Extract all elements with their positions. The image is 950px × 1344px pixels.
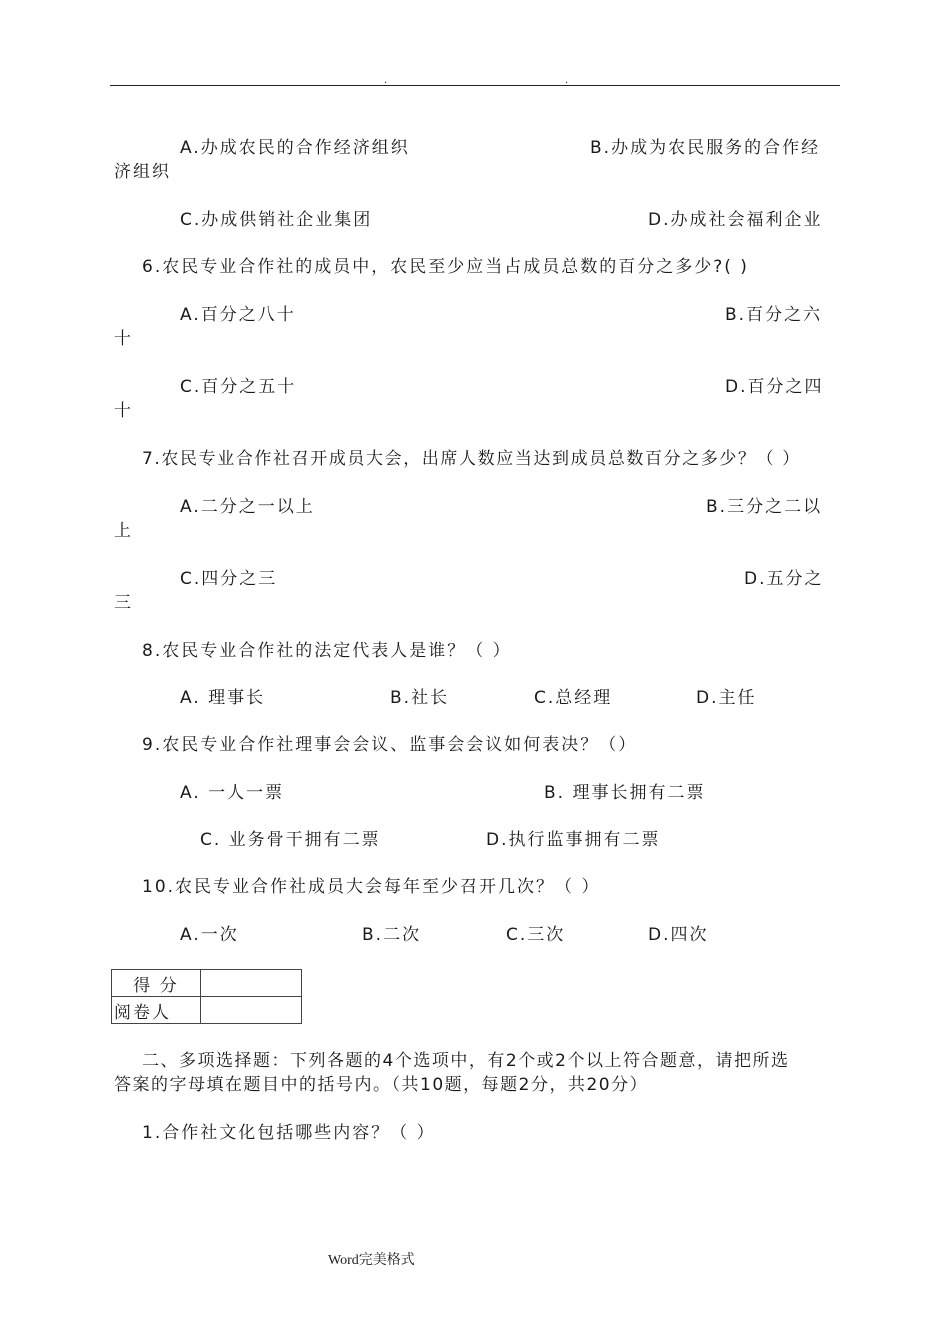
header-rule: [110, 85, 840, 86]
q7-option-c: C.四分之三: [180, 569, 278, 589]
q9-question: 9.农民专业合作社理事会会议、监事会会议如何表决？（）: [142, 735, 638, 755]
header-dot: .: [565, 75, 569, 86]
q5-option-a: A.办成农民的合作经济组织: [180, 138, 410, 158]
q10-question: 10.农民专业合作社成员大会每年至少召开几次？（ ）: [142, 877, 601, 897]
q8-question: 8.农民专业合作社的法定代表人是谁？（ ）: [142, 641, 512, 661]
q6-option-d: D.百分之四: [725, 377, 824, 397]
footer-text: Word完美格式: [328, 1253, 415, 1268]
q10-option-a: A.一次: [180, 925, 239, 945]
q9-option-a: A. 一人一票: [180, 783, 285, 803]
q5-option-b: B.办成为农民服务的合作经: [590, 138, 821, 158]
grader-field[interactable]: [201, 997, 302, 1024]
score-field[interactable]: [201, 970, 302, 997]
q8-option-c: C.总经理: [534, 688, 613, 708]
q10-option-d: D.四次: [648, 925, 709, 945]
header-dot: .: [384, 75, 388, 86]
q5-option-d: D.办成社会福利企业: [648, 210, 823, 230]
q6-option-b-continued: 十: [114, 329, 133, 349]
q7-option-d: D.五分之: [744, 569, 824, 589]
q8-option-d: D.主任: [696, 688, 757, 708]
score-row: [112, 970, 302, 997]
score-label: 得 分: [112, 970, 201, 997]
q10-option-b: B.二次: [362, 925, 422, 945]
q6-option-c: C.百分之五十: [180, 377, 297, 397]
q7-question: 7.农民专业合作社召开成员大会，出席人数应当达到成员总数百分之多少？（ ）: [142, 449, 801, 469]
score-table: [111, 969, 302, 1024]
q8-option-a: A. 理事长: [180, 688, 266, 708]
q6-option-b: B.百分之六: [725, 305, 823, 325]
q5-option-b-continued: 济组织: [114, 162, 171, 182]
q6-option-d-continued: 十: [114, 401, 133, 421]
q9-option-c: C. 业务骨干拥有二票: [200, 830, 381, 850]
q7-option-a: A.二分之一以上: [180, 497, 315, 517]
grader-row: [112, 997, 302, 1024]
q9-option-d: D.执行监事拥有二票: [486, 830, 661, 850]
q6-question: 6.农民专业合作社的成员中，农民至少应当占成员总数的百分之多少?( ): [142, 257, 749, 277]
q8-option-b: B.社长: [390, 688, 450, 708]
section2-intro-line2: 答案的字母填在题目中的括号内。（共10题，每题2分，共20分）: [114, 1075, 649, 1095]
q10-option-c: C.三次: [506, 925, 566, 945]
m1-question: 1.合作社文化包括哪些内容？（ ）: [142, 1123, 436, 1143]
section2-intro-line1: 二、多项选择题：下列各题的4个选项中，有2个或2个以上符合题意，请把所选: [142, 1051, 790, 1071]
q7-option-b-continued: 上: [114, 521, 133, 541]
q7-option-b: B.三分之二以: [706, 497, 823, 517]
grader-label: 阅卷人: [112, 997, 201, 1024]
q9-option-b: B. 理事长拥有二票: [544, 783, 706, 803]
q5-option-c: C.办成供销社企业集团: [180, 210, 373, 230]
q6-option-a: A.百分之八十: [180, 305, 296, 325]
q7-option-d-continued: 三: [114, 593, 133, 613]
